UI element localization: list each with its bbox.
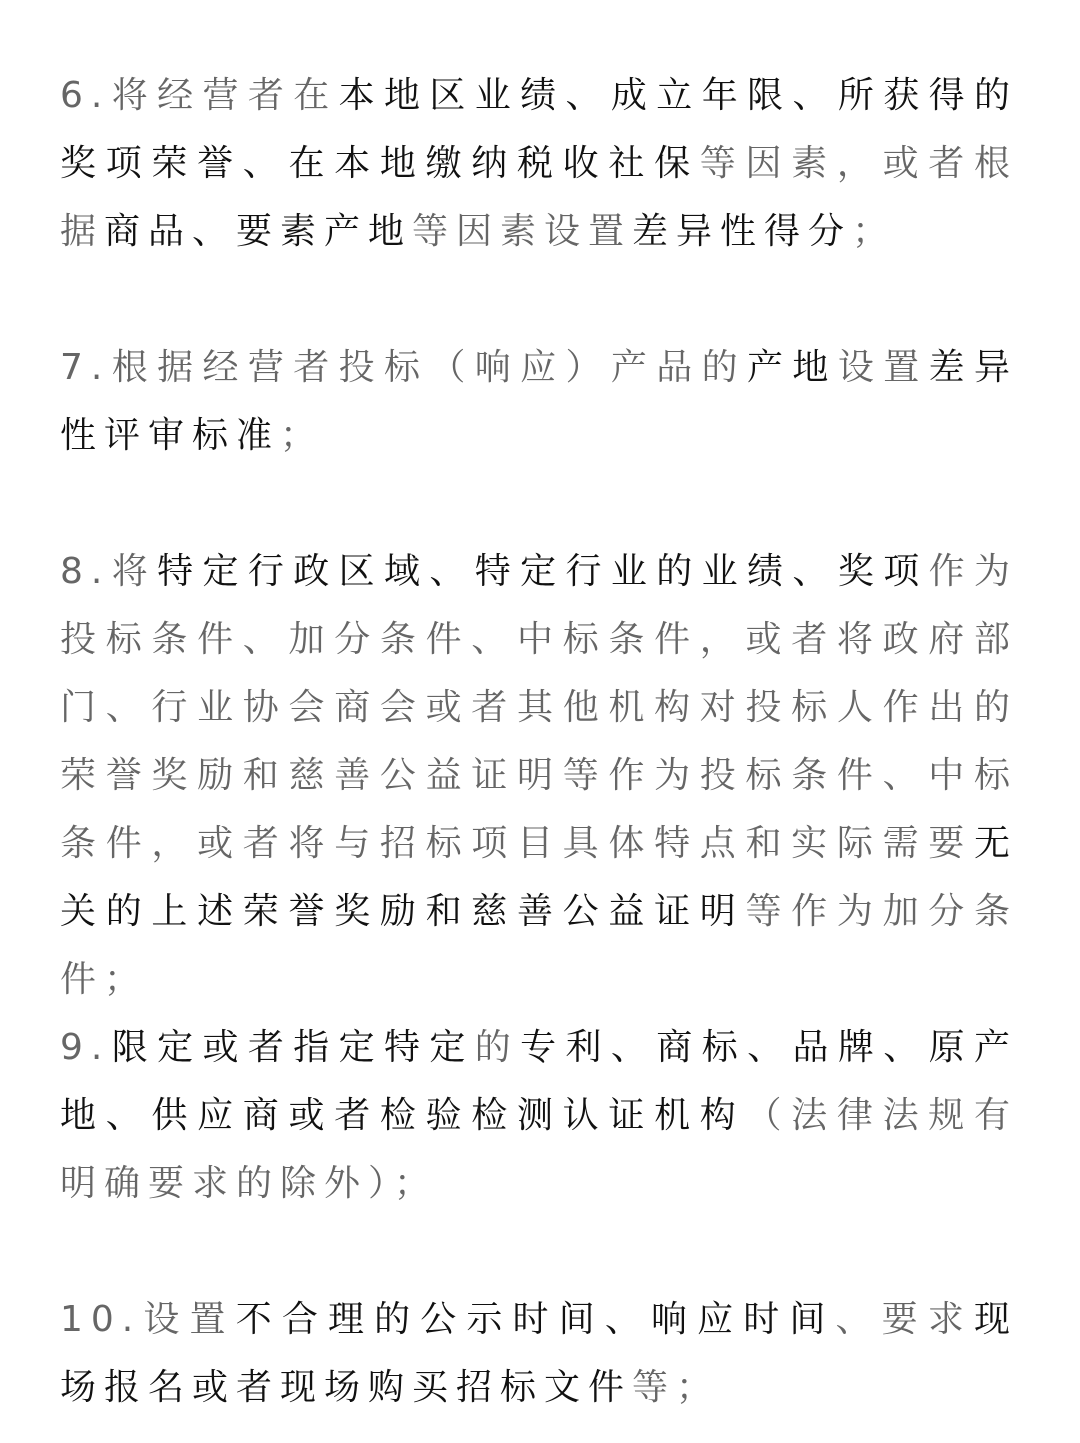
text-segment-emphasis: 限定或者指定特定: [110, 1027, 475, 1068]
paragraph-item-8: [60, 538, 1018, 1014]
text-segment-emphasis: 产地: [747, 347, 838, 388]
text-segment: 9.: [60, 1027, 111, 1068]
text-segment: 8.将: [60, 551, 158, 592]
text-segment: 等；: [632, 1367, 721, 1408]
text-segment: 等作为加分条件；: [60, 891, 1018, 1000]
text-segment-emphasis: 差异性得分: [632, 211, 853, 252]
text-segment-emphasis: 专利、商标、品牌、原产地、供应商或者检验检测认证机构: [60, 1027, 1018, 1136]
paragraph-item-10: [60, 1286, 1018, 1422]
text-segment: 的: [474, 1027, 521, 1068]
text-segment: 作为投标条件、加分条件、中标条件，或者将政府部门、行业协会商会或者其他机构对投标人作出的荣誉奖励和慈善公益证明等作为投标条件、中标条件，或者将与招标项目具体特点和实际需要: [60, 551, 1018, 864]
text-segment: 6.将经营者在: [60, 75, 339, 116]
text-segment: 设置: [837, 347, 929, 388]
text-segment: 、要求: [835, 1299, 974, 1340]
text-segment: 7.根据经营者投标（响应）产品的: [60, 347, 748, 388]
text-segment-emphasis: 差异性评审标准: [60, 347, 1018, 456]
text-segment: 等因素，或者根据: [60, 143, 1018, 252]
text-segment: ；: [280, 415, 325, 456]
text-segment: ；: [852, 211, 897, 252]
paragraph-item-6: [60, 62, 1018, 266]
text-segment-emphasis: 现场报名或者现场购买招标文件: [60, 1299, 1018, 1408]
text-segment-emphasis: 不合理的公示时间、响应时间: [235, 1299, 836, 1340]
text-segment-emphasis: 特定行政区域、特定行业的业绩、奖项: [157, 551, 929, 592]
text-segment-emphasis: 本地区业绩、成立年限、所获得的奖项荣誉、在本地缴纳税收社保: [60, 75, 1018, 184]
text-segment: 10.设置: [60, 1299, 236, 1340]
text-segment: （法律法规有明确要求的除外）；: [60, 1095, 1018, 1204]
text-segment-emphasis: 无关的上述荣誉奖励和慈善公益证明: [60, 823, 1018, 932]
paragraph-item-9: [60, 1014, 1018, 1218]
paragraph-item-7: [60, 334, 1018, 470]
text-segment: 等因素设置: [412, 211, 633, 252]
document-body: [60, 62, 1018, 1408]
text-segment-emphasis: 商品、要素产地: [104, 211, 413, 252]
